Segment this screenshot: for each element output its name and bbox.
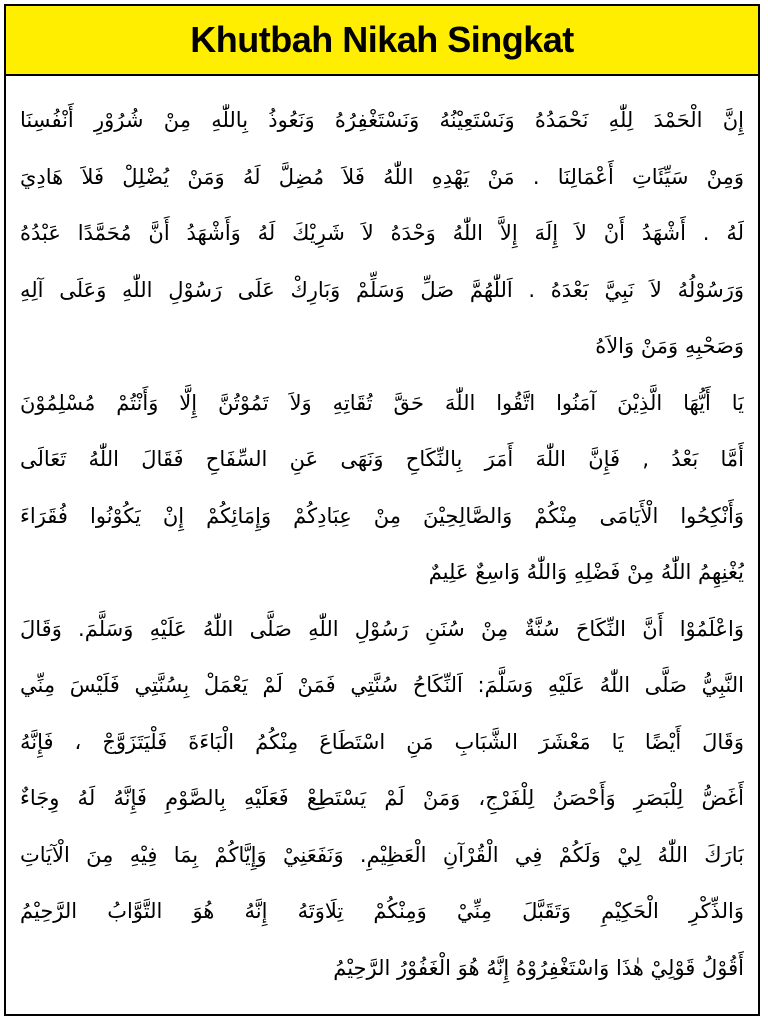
page-title: Khutbah Nikah Singkat <box>190 19 574 60</box>
title-banner <box>6 6 758 76</box>
document-frame <box>4 4 760 1016</box>
text-line: وَقَالَ أَيْضًا يَا مَعْشَرَ الشَّبَابِ مَنِ اسْتَطَاعَ مِنْكُمُ الْبَاءَةَ فَلْيَتَزَوَّجْ ، فَإِنَّهُ <box>20 729 744 754</box>
text-line: وَمِنْ سَيِّئَاتِ أَعْمَالِنَا . مَنْ يَهْدِهِ اللّٰهُ فَلاَ مُضِلَّ لَهُ وَمَنْ يُضْلِلْ فَلاَ هَادِيَ <box>20 164 744 189</box>
text-line: يُغْنِهِمُ اللّٰهُ مِنْ فَضْلِهِ وَاللّٰهُ وَاسِعٌ عَلِيمٌ <box>428 560 744 584</box>
text-line: إِنَّ الْحَمْدَ لِلّٰهِ نَحْمَدُهُ وَنَسْتَعِيْنُهُ وَنَسْتَغْفِرُهُ وَنَعُوذُ بِاللّٰهِ مِنْ شُرُوْرِ أَنْفُسِنَا <box>20 108 744 132</box>
khutbah-text <box>20 92 744 996</box>
text-line: أَمَّا بَعْدُ , فَإِنَّ اللّٰهَ أَمَرَ بِالنِّكَاحِ وَنَهَى عَنِ السِّفَاحِ فَقَالَ اللّٰهُ تَعَالَى <box>20 447 744 471</box>
text-line: وَرَسُوْلُهُ لاَ نَبِيَّ بَعْدَهُ . اَللّٰهُمَّ صَلِّ وَسَلِّمْ وَبَارِكْ عَلَى رَسُوْلِ اللّٰهِ وَعَلَى آلِهِ <box>20 277 744 302</box>
text-line: وَأَنْكِحُوا الْأَيَامَى مِنْكُمْ وَالصَّالِحِيْنَ مِنْ عِبَادِكُمْ وَإِمَائِكُمْ إِنْ يَكُوْنُوا فُقَرَاءَ <box>20 503 744 528</box>
text-line: أَقُوْلُ قَوْلِيْ هٰذَا وَاسْتَغْفِرُوْهُ إِنَّهُ هُوَ الْغَفُوْرُ الرَّحِيْمُ <box>333 955 744 980</box>
text-line: بَارَكَ اللّٰهُ لِيْ وَلَكُمْ فِي الْقُرْآنِ الْعَظِيْمِ. وَنَفَعَنِيْ وَإِيَّاكُمْ بِمَا فِيْهِ مِنَ الْآيَاتِ <box>20 842 744 867</box>
text-line: أَغَضُّ لِلْبَصَرِ وَأَحْصَنُ لِلْفَرْجِ، وَمَنْ لَمْ يَسْتَطِعْ فَعَلَيْهِ بِالصَّوْمِ فَإِنَّهُ لَهُ وِجَاءٌ <box>20 786 744 810</box>
text-line: وَالذِّكْرِ الْحَكِيْمِ وَتَقَبَّلَ مِنِّيْ وَمِنْكُمْ تِلَاوَتَهُ إِنَّهُ هُوَ التَّوَّابُ الرَّحِيْمُ <box>20 899 744 923</box>
text-line: يَا أَيُّهَا الَّذِيْنَ آمَنُوا اتَّقُوا اللّٰهَ حَقَّ تُقَاتِهِ وَلاَ تَمُوْتُنَّ إِلَّا وَأَنْتُمْ مُسْلِمُوْنَ <box>20 390 744 415</box>
text-line: وَاعْلَمُوْا أَنَّ النِّكَاحَ سُنَّةٌ مِنْ سُنَنِ رَسُوْلِ اللّٰهِ صَلَّى اللّٰهُ عَلَيْهِ وَسَلَّمَ. وَقَالَ <box>20 616 744 641</box>
text-line: وَصَحْبِهِ وَمَنْ وَالاَهُ <box>595 334 744 358</box>
text-line: النَّبِيُّ صَلَّى اللّٰهُ عَلَيْهِ وَسَلَّمَ: اَلنِّكَاحُ سُنَّتِي فَمَنْ لَمْ يَعْمَلْ بِسُنَّتِي فَلَيْسَ مِنِّي <box>20 673 744 697</box>
text-line: لَهُ . أَشْهَدُ أَنْ لاَ إِلَهَ إِلاَّ اللّٰهُ وَحْدَهُ لاَ شَرِيْكَ لَهُ وَأَشْهَدُ أَنَّ مُحَمَّدًا عَبْدُهُ <box>20 221 744 245</box>
